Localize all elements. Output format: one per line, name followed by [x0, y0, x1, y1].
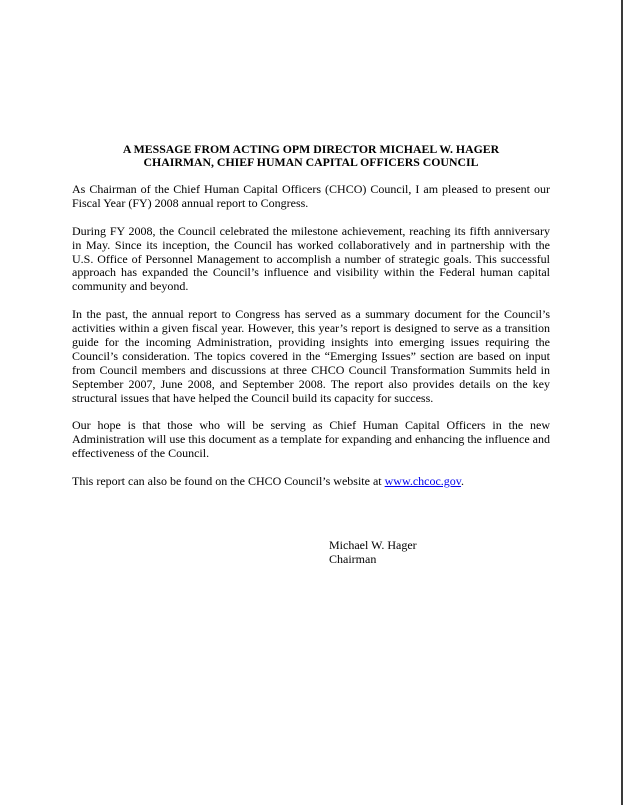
title-line-1: A MESSAGE FROM ACTING OPM DIRECTOR MICHAEL W. HAGER — [122, 142, 500, 156]
website-link[interactable]: www.chcoc.gov — [384, 473, 462, 488]
paragraph-hope: Our hope is that those who will be serving as Chief Human Capital Officers in the new Administration will use this document as a template for expanding and enhancing the influence and effectiveness of the Council. — [72, 418, 550, 461]
website-suffix: . — [461, 473, 465, 488]
paragraph-fy2008: During FY 2008, the Council celebrated the milestone achievement, reaching its fifth anniversary in May. Since its inception, the Council has worked collaboratively and in partnership with the U.S. Office of Personnel Management to accomplish a number of strategic goals. This successful approach has expanded the Council’s influence and visibility within the Federal human capital community and beyond. — [72, 223, 550, 294]
page-title — [72, 143, 550, 169]
paragraph-website — [72, 475, 550, 489]
document-page — [72, 143, 550, 503]
signature-title: Chairman — [329, 552, 377, 566]
paragraph-transition: In the past, the annual report to Congress has served as a summary document for the Council’s activities within a given fiscal year. However, this year’s report is designed to serve as a transition guide for the incoming Administration, providing insights into emerging issues requiring the Council’s consideration. The topics covered in the “Emerging Issues” section are based on input from Council members and discussions at three CHCO Council Transformation Summits held in September 2007, June 2008, and September 2008. The report also provides details on the key structural issues that have helped the Council build its capacity for success. — [72, 307, 550, 405]
title-line-2: CHAIRMAN, CHIEF HUMAN CAPITAL OFFICERS COUNCIL — [143, 155, 479, 169]
signature-block — [329, 538, 417, 566]
paragraph-intro: As Chairman of the Chief Human Capital Officers (CHCO) Council, I am pleased to present our Fiscal Year (FY) 2008 annual report to Congress. — [72, 182, 550, 210]
website-prefix: This report can also be found on the CHCO Council’s website at — [72, 473, 385, 488]
signature-name: Michael W. Hager — [329, 538, 417, 552]
